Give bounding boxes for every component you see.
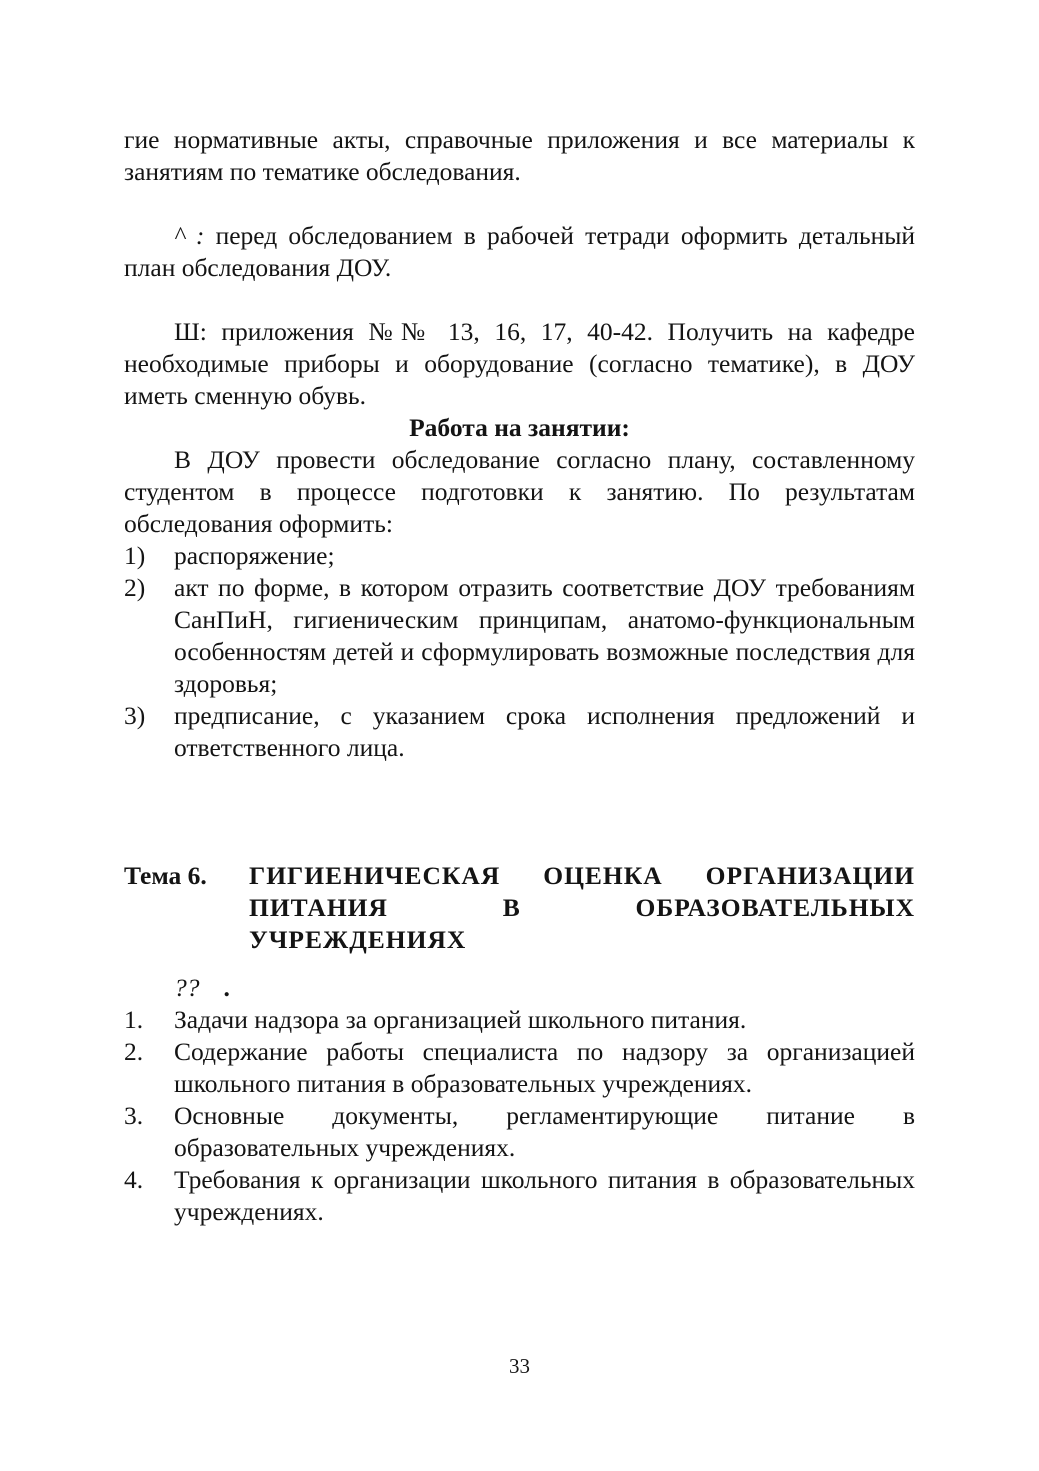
topic-heading	[124, 860, 915, 956]
work-list	[124, 540, 915, 764]
work-list-text: акт по форме, в котором отразить соответствие ДОУ требованиям СанПиН, гигиеническим принципам, анатомо-функциональным особенностям детей и сформулировать возможные последствия для здоровья;	[174, 573, 915, 698]
question-marker: 3.	[124, 1101, 144, 1130]
task-paragraph	[124, 220, 915, 284]
work-heading: Работа на занятии:	[409, 413, 630, 442]
work-paragraph	[124, 444, 915, 540]
question-item	[124, 1004, 915, 1036]
question-text: Задачи надзора за организацией школьного питания.	[174, 1005, 747, 1034]
work-list-marker: 1)	[124, 541, 146, 570]
equipment-marker: Ш:	[174, 317, 207, 346]
question-text: Содержание работы специалиста по надзору за организацией школьного питания в образовательных учреждениях.	[174, 1037, 915, 1098]
question-item	[124, 1036, 915, 1100]
page-body	[124, 124, 915, 1228]
intro-text: гие нормативные акты, справочные приложения и все материалы к занятиям по тематике обследования.	[124, 125, 915, 186]
question-text: Основные документы, регламентирующие питание в образовательных учреждениях.	[174, 1101, 915, 1162]
questions-label-text: ??	[174, 973, 200, 1002]
question-item	[124, 1100, 915, 1164]
question-text: Требования к организации школьного питания в образовательных учреждениях.	[174, 1165, 915, 1226]
task-marker: ^ :	[174, 221, 205, 250]
question-marker: 2.	[124, 1037, 144, 1066]
question-marker: 4.	[124, 1165, 144, 1194]
work-list-item	[124, 540, 915, 572]
question-marker: 1.	[124, 1005, 144, 1034]
question-item	[124, 1164, 915, 1228]
work-list-marker: 3)	[124, 701, 146, 730]
work-text: В ДОУ провести обследование согласно плану, составленному студентом в процессе подготовки к занятию. По результатам обследования оформить:	[124, 445, 915, 538]
work-list-text: распоряжение;	[174, 541, 335, 570]
questions-list	[124, 1004, 915, 1228]
intro-paragraph	[124, 124, 915, 188]
work-list-item	[124, 572, 915, 700]
equipment-text: приложения №№ 13, 16, 17, 40-42. Получить на кафедре необходимые приборы и оборудование (согласно тематике), в ДОУ иметь сменную обувь.	[124, 317, 916, 410]
topic-label: Тема 6.	[124, 861, 207, 890]
equipment-paragraph	[124, 316, 915, 412]
questions-label-dot: .	[223, 973, 230, 1002]
questions-label	[174, 972, 915, 1004]
work-list-marker: 2)	[124, 573, 146, 602]
topic-title: ГИГИЕНИЧЕСКАЯ ОЦЕНКА ОРГАНИЗАЦИИ ПИТАНИЯ В ОБРАЗОВАТЕЛЬНЫХ УЧРЕЖДЕНИЯХ	[249, 861, 915, 954]
page-number: 33	[509, 1354, 530, 1378]
work-list-text: предписание, с указанием срока исполнения предложений и ответственного лица.	[174, 701, 915, 762]
task-text: перед обследованием в рабочей тетради оформить детальный план обследования ДОУ.	[124, 221, 915, 282]
work-list-item	[124, 700, 915, 764]
